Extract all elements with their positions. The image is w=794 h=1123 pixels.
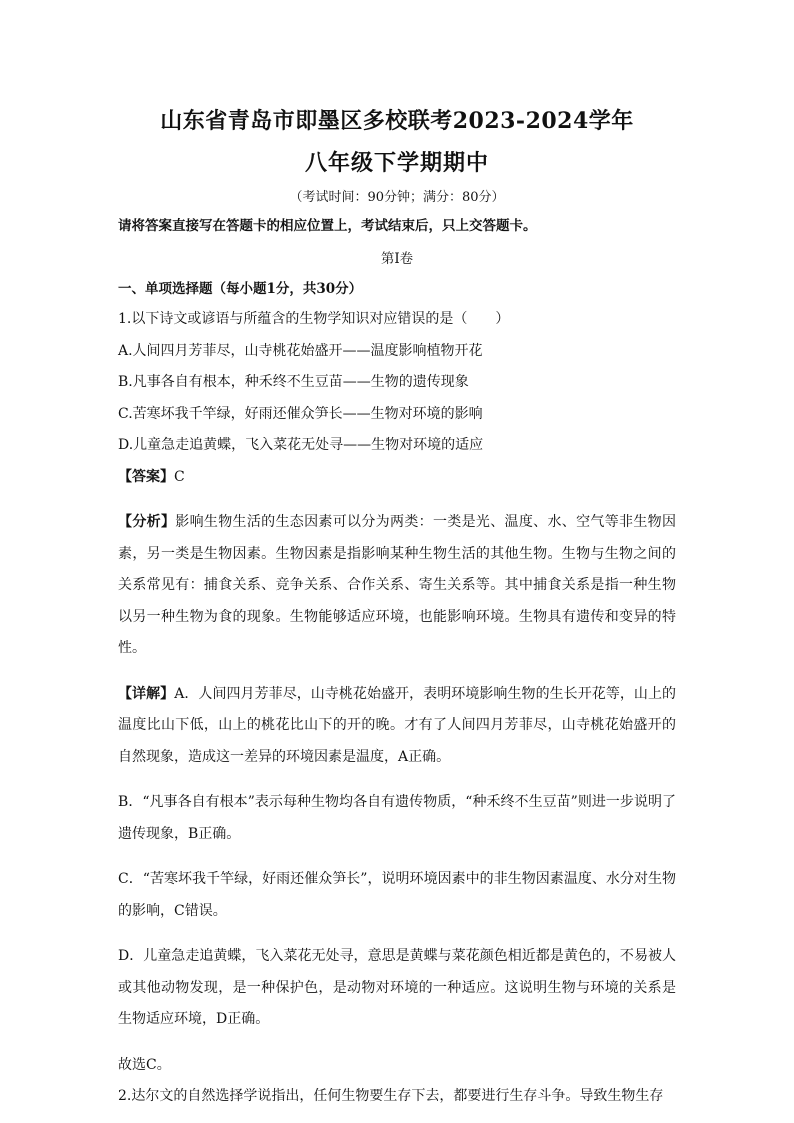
section-heading: 一、单项选择题（每小题1分，共30分） [118, 281, 363, 297]
volume-heading: 第Ⅰ卷 [380, 251, 414, 267]
question-1-option-d: D.儿童急走追黄蝶，飞入菜花无处寻——生物对环境的适应 [118, 437, 484, 453]
question-1-detail-a [118, 679, 676, 774]
analysis-text: 影响生物生活的生态因素可以分为两类：一类是光、温度、水、空气等非生物因素，另一类是生物因素。生物因素是指影响某种生物生活的其他生物。生物与生物之间的关系常见有：捕食关系、竞争关系、合作关系、寄生关系等。其中捕食关系是指一种生物以另一种生物为食的现象。生物能够适应环境，也能影响环境。生物具有遗传和变异的特性。 [118, 514, 677, 656]
detail-a-text: A．人间四月芳菲尽，山寺桃花始盛开，表明环境影响生物的生长开花等，山上的温度比山下低，山上的桃花比山下的开的晚。才有了人间四月芳菲尽，山寺桃花始盛开的自然现象，造成这一差异的环境因素是温度，A正确。 [118, 685, 677, 765]
question-1-stem: 1.以下诗文或谚语与所蕴含的生物学知识对应错误的是（ ） [118, 311, 510, 327]
exam-notice: 请将答案直接写在答题卡的相应位置上，考试结束后，只上交答题卡。 [118, 218, 537, 234]
exam-info: （考试时间：90分钟；满分：80分） [289, 190, 505, 205]
detail-tag: 【详解】 [118, 685, 175, 702]
exam-body [118, 214, 676, 1113]
question-1-detail-b: B．“凡事各自有根本”表示每种生物均各自有遗传物质，“种禾终不生豆苗”则进一步说明了遗传现象，B正确。 [118, 794, 676, 842]
question-1-option-b: B.凡事各自有根本，种禾终不生豆苗——生物的遗传现象 [118, 374, 469, 390]
answer-tag: 【答案】 [118, 468, 174, 485]
exam-title-line1: 山东省青岛市即墨区多校联考2023-2024学年 [160, 108, 634, 134]
question-1-answer [118, 462, 676, 494]
question-1-detail-d: D．儿童急走追黄蝶，飞入菜花无处寻，意思是黄蝶与菜花颜色相近都是黄色的，不易被人或其他动物发现，是一种保护色，是动物对环境的一种适应。这说明生物与环境的关系是生物适应环境，D正确。 [118, 948, 676, 1027]
analysis-tag: 【分析】 [118, 514, 176, 530]
question-1-analysis [118, 507, 676, 665]
question-1-option-a: A.人间四月芳菲尽，山寺桃花始盛开——温度影响植物开花 [118, 342, 483, 359]
question-2-stem: 2.达尔文的自然选择学说指出，任何生物要生存下去，都要进行生存斗争。导致生物生存 [118, 1088, 664, 1104]
answer-value: C [174, 468, 185, 485]
question-1-conclusion: 故选C。 [118, 1056, 171, 1073]
exam-title-line2: 八年级下学期期中 [304, 150, 489, 176]
question-1-option-c: C.苦寒坏我千竿绿，好雨还催众笋长——生物对环境的影响 [118, 405, 483, 422]
question-1-detail-c: C．“苦寒坏我千竿绿，好雨还催众笋长”，说明环境因素中的非生物因素温度、水分对生物的影响，C错误。 [118, 871, 676, 919]
